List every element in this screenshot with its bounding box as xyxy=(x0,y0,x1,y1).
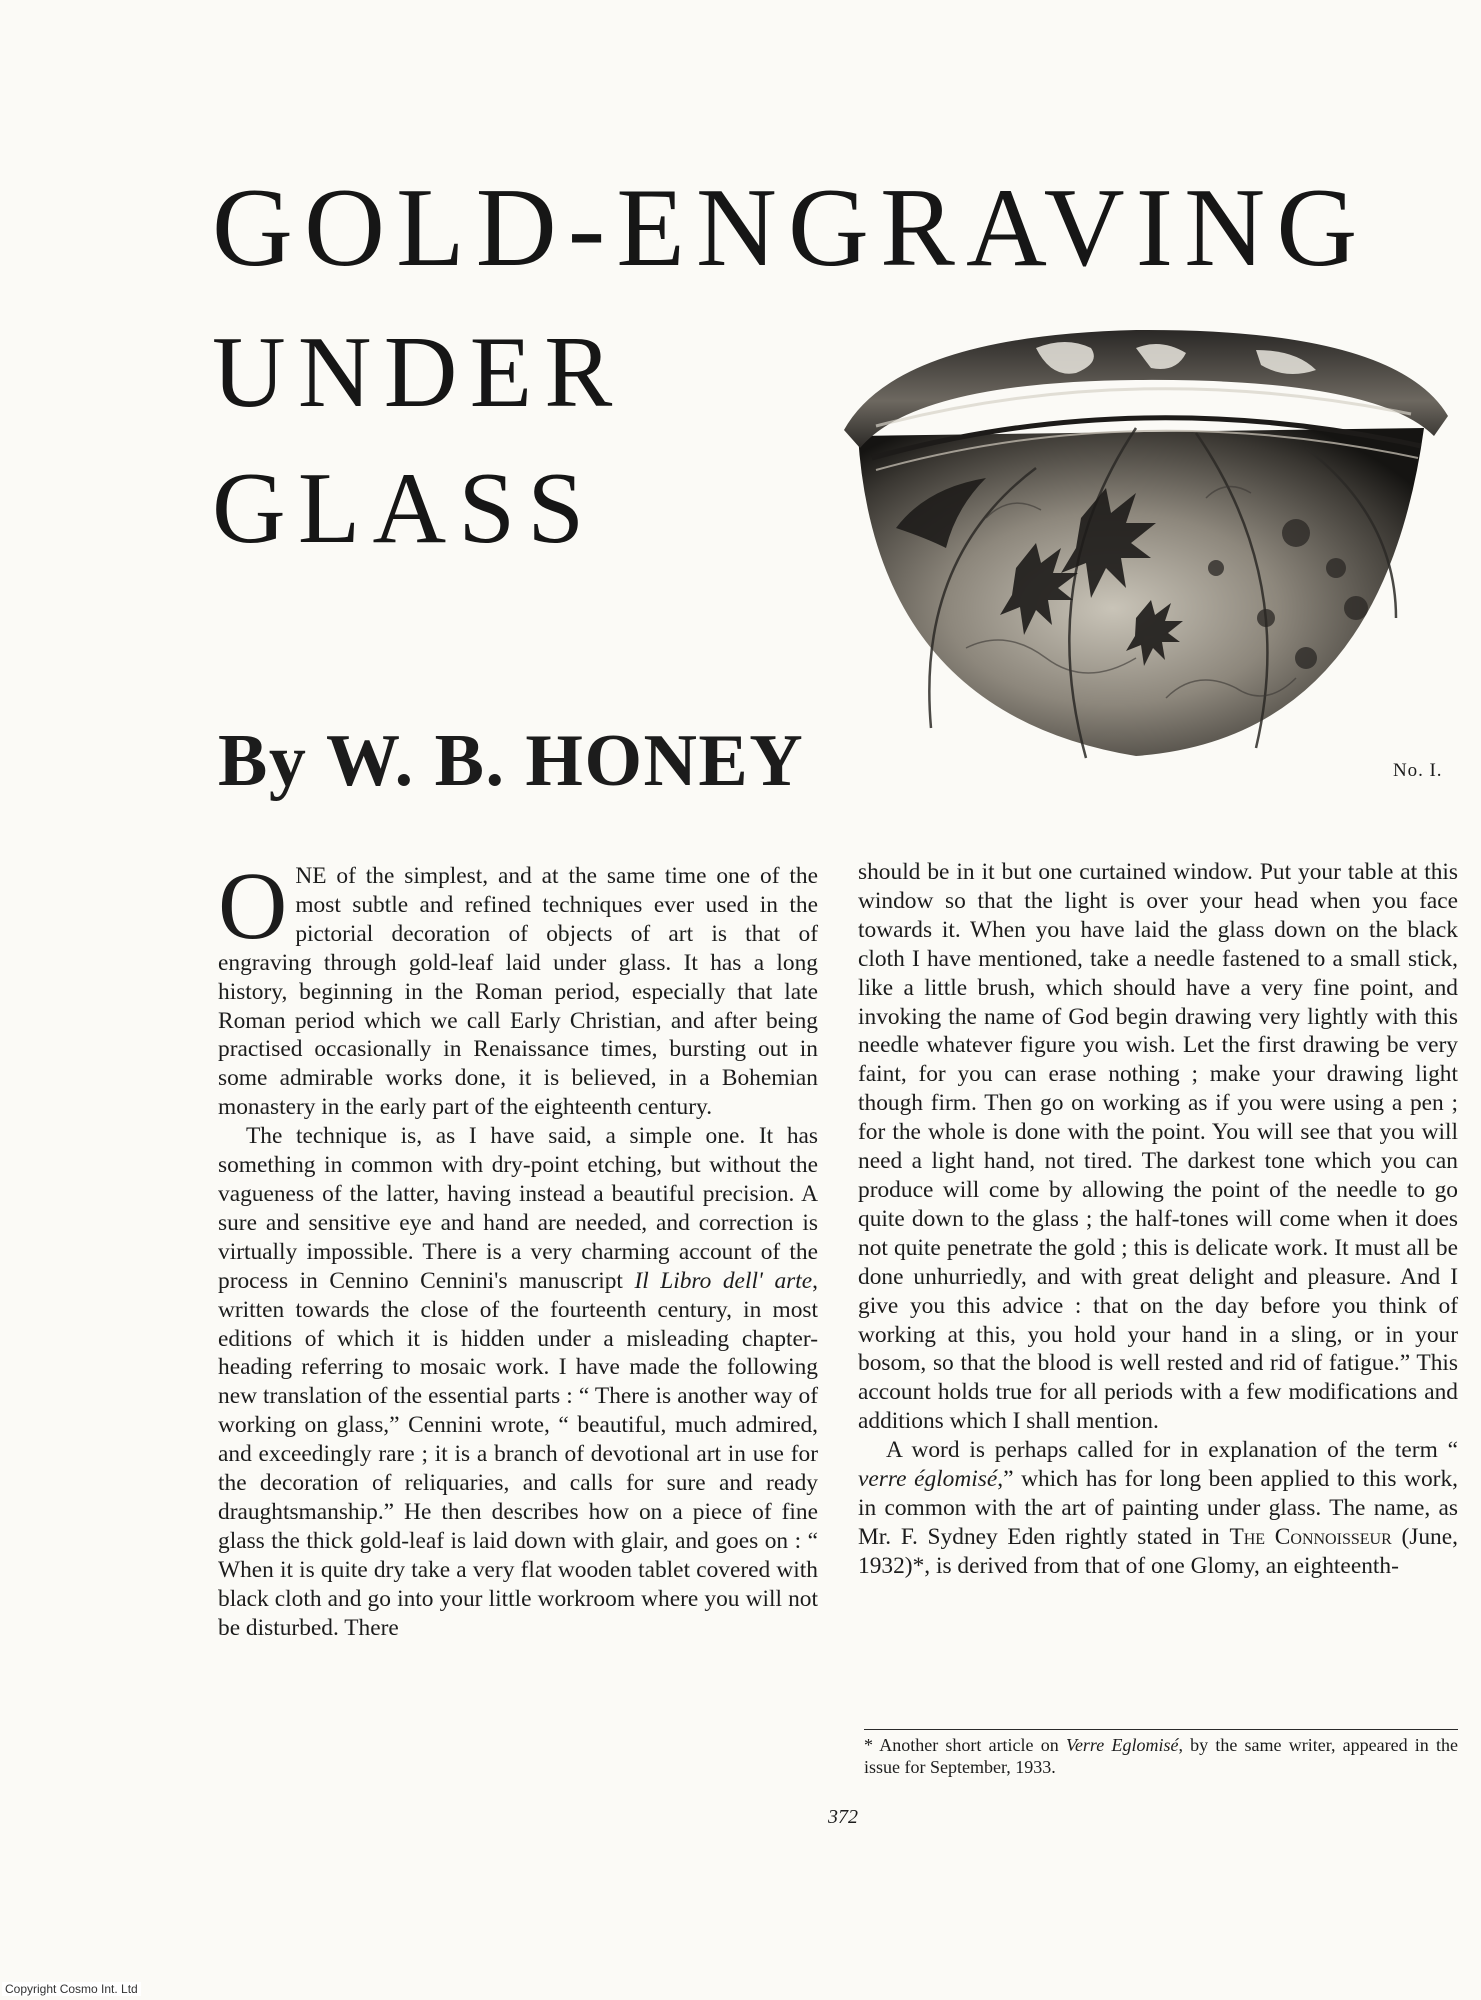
paragraph-3: should be in it but one curtained window. Put your table at this window so that the light is over your head when you face towards it. When you have laid the glass down on the black cloth I have mentioned, take a needle fastened to a small stick, like a little brush, which should have a very fine point, and invoking the name of God begin drawing very lightly with this needle whatever figure you wish. Let the first drawing be very faint, for you can erase nothing ; make your drawing light though firm. Then go on working as if you were using a pen ; for the whole is done with the point. You will see that you will need a light hand, not tired. The darkest tone which you can produce will come by allowing the point of the needle to go quite down to the glass ; the half-tones will come when it does not quite penetrate the gold ; this is delicate work. It must all be done unhurriedly, and with great delight and pleasure. And I give you this advice : that on the day before you think of working at this, you hold your hand in a sling, or in your bosom, so that the blood is well rested and rid of fatigue.” This account holds true for all periods with a few modifications and additions which I shall mention. xyxy=(858,859,1458,1435)
paragraph-4-text-a: A word is perhaps called for in explanation of the term “ xyxy=(886,1437,1458,1464)
title-line-3: GLASS xyxy=(212,452,597,565)
term-verre-eglomise: verre églomisé xyxy=(858,1466,998,1493)
article-column-1 xyxy=(218,852,818,1642)
title-line-2: UNDER xyxy=(212,316,625,429)
paragraph-4-text-c: (June, 1932)*, is derived from that of one Glomy, an eighteenth- xyxy=(858,1523,1458,1579)
figure-label: No. I. xyxy=(1393,760,1443,781)
footnote-rule xyxy=(864,1729,1458,1730)
drop-cap: O xyxy=(218,852,288,959)
footnote-italic: Verre Eglomisé xyxy=(1065,1735,1179,1755)
article-column-2 xyxy=(858,858,1458,1581)
paragraph-2-text-a: The technique is, as I have said, a simple one. It has something in common with dry-point etching, but without the vagueness of the latter, having instead a beautiful precision. A sure and sensitive eye and hand are needed, and correction is virtually impossible. There is a very charming account of the process in Cennino Cennini's manuscript xyxy=(218,1123,818,1294)
glass-bowl-photo xyxy=(836,318,1451,768)
paragraph-1-text: NE of the simplest, and at the same time one of the most subtle and refined techniques ever used in the pictorial decoration of objects of art is that of engraving through gold-leaf laid under glass. It has a long history, beginning in the Roman period, especially that late Roman period which we call Early Christian, and after being practised occasionally in Renaissance times, bursting out in some admirable works done, it is believed, in a Bohemian monastery in the early part of the eighteenth century. xyxy=(218,863,818,1121)
paragraph-4 xyxy=(858,1436,1458,1581)
footnote-text-a: * Another short article on xyxy=(864,1735,1066,1755)
paragraph-4-text-b: ,” which has for long been applied to this work, in common with the art of painting under glass. The name, as Mr. F. Sydney Eden rightly stated in xyxy=(858,1466,1458,1550)
footnote-text-b: , by the same writer, appeared in the issue for September, 1933. xyxy=(864,1735,1458,1777)
page-number: 372 xyxy=(828,1806,858,1828)
footnote xyxy=(864,1734,1458,1778)
paragraph-2-text-b: , written towards the close of the fourteenth century, in most editions of which it is hidden under a misleading chapter-heading referring to mosaic work. I have made the following new translation of the essential parts : “ There is another way of working on glass,” Cennini wrote, “ beautiful, much admired, and exceedingly rare ; it is a branch of devotional art in use for the decoration of reliquaries, and calls for sure and ready draughtsmanship.” He then describes how on a piece of fine glass the thick gold-leaf is laid down with glair, and goes on : “ When it is quite dry take a very flat wooden tablet covered with black cloth and go into your little workroom where you will not be disturbed. There xyxy=(218,1267,818,1641)
copyright-notice: Copyright Cosmo Int. Ltd xyxy=(2,1982,141,1996)
paragraph-2 xyxy=(218,1122,818,1642)
paragraph-1 xyxy=(218,852,818,1122)
book-title: Il Libro dell' arte xyxy=(634,1267,813,1294)
byline: By W. B. HONEY xyxy=(218,720,805,802)
magazine-name: The Connoisseur xyxy=(1229,1523,1392,1550)
title-line-1: GOLD-ENGRAVING xyxy=(212,166,1369,290)
